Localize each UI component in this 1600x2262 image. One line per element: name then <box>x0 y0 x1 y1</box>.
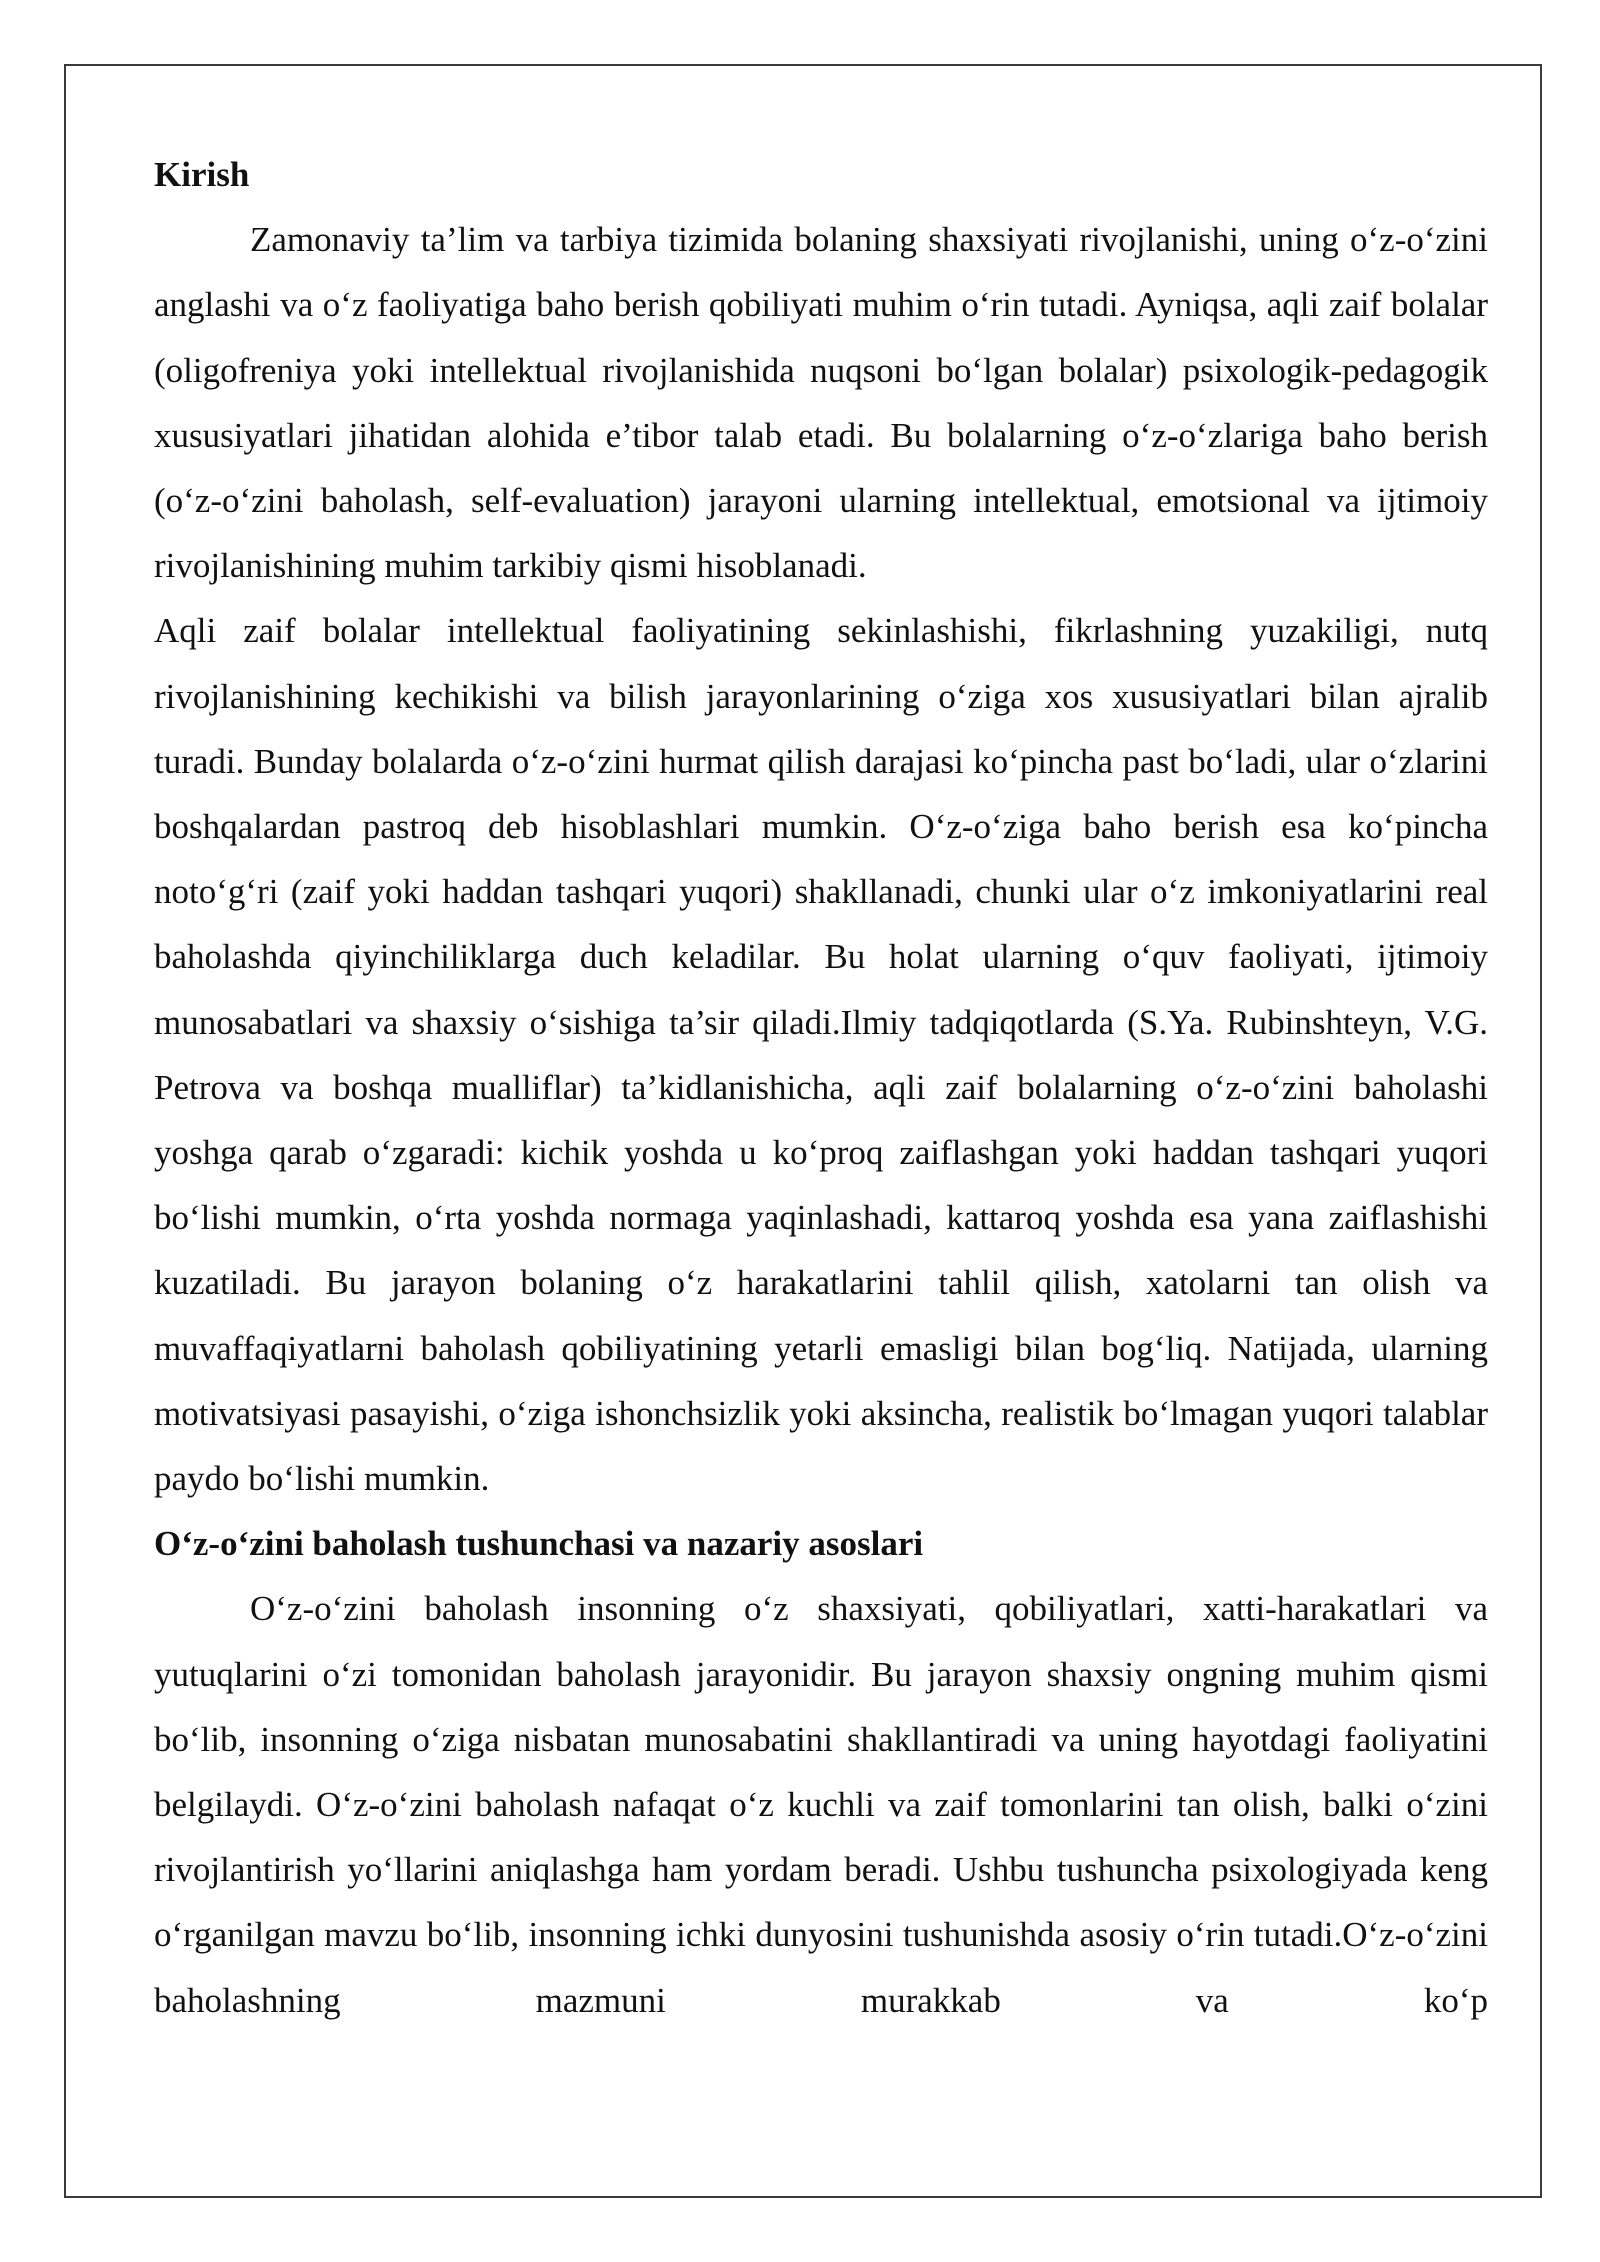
section-heading-kirish: Kirish <box>154 155 250 194</box>
section-heading-theory: O‘z-o‘zini baholash tushunchasi va nazariy asoslari <box>154 1524 924 1564</box>
paragraph-self-evaluation: O‘z-o‘zini baholash insonning o‘z shaxsiyati, qobiliyatlari, xatti-harakatlari va yutuqlarini o‘zi tomonidan baholash jarayonidir. Bu jarayon shaxsiy ongning muhim qismi bo‘lib, insonning o‘ziga nisbatan munosabatini shakllantiradi va uning hayotdagi faoliyatini belgilaydi. O‘z-o‘zini baholash nafaqat o‘z kuchli va zaif tomonlarini tan olish, balki o‘zini rivojlantirish yo‘llarini aniqlashga ham yordam beradi. Ushbu tushuncha psixologiyada keng o‘rganilgan mavzu bo‘lib, insonning ichki dunyosini tushunishda asosiy o‘rin tutadi.O‘z-o‘zini baholashning mazmuni murakkab va ko‘p <box>154 1589 1488 2020</box>
paragraph-characteristics: Aqli zaif bolalar intellektual faoliyatining sekinlashishi, fikrlashning yuzakiligi, nutq rivojlanishining kechikishi va bilish jarayonlarining o‘ziga xos xususiyatlari bilan ajralib turadi. Bunday bolalarda o‘z-o‘zini hurmat qilish darajasi ko‘pincha past bo‘ladi, ular o‘zlarini boshqalardan pastroq deb hisoblashlari mumkin. O‘z-o‘ziga baho berish esa ko‘pincha noto‘g‘ri (zaif yoki haddan tashqari yuqori) shakllanadi, chunki ular o‘z imkoniyatlarini real baholashda qiyinchiliklarga duch keladilar. Bu holat ularning o‘quv faoliyati, ijtimoiy munosabatlari va shaxsiy o‘sishiga ta’sir qiladi.Ilmiy tadqiqotlarda (S.Ya. Rubinshteyn, V.G. Petrova va boshqa mualliflar) ta’kidlanishicha, aqli zaif bolalarning o‘z-o‘zini baholashi yoshga qarab o‘zgaradi: kichik yoshda u ko‘proq zaiflashgan yoki haddan tashqari yuqori bo‘lishi mumkin, o‘rta yoshda normaga yaqinlashadi, kattaroq yoshda esa yana zaiflashishi kuzatiladi. Bu jarayon bolaning o‘z harakatlarini tahlil qilish, xatolarni tan olish va muvaffaqiyatlarni baholash qobiliyatining yetarli emasligi bilan bog‘liq. Natijada, ularning motivatsiyasi pasayishi, o‘ziga ishonchsizlik yoki aksincha, realistik bo‘lmagan yuqori talablar paydo bo‘lishi mumkin. <box>154 611 1488 1499</box>
paragraph-intro: Zamonaviy ta’lim va tarbiya tizimida bolaning shaxsiyati rivojlanishi, uning o‘z-o‘zini anglashi va o‘z faoliyatiga baho berish qobiliyati muhim o‘rin tutadi. Ayniqsa, aqli zaif bolalar (oligofreniya yoki intellektual rivojlanishida nuqsoni bo‘lgan bolalar) psixologik-pedagogik xususiyatlari jihatidan alohida e’tibor talab etadi. Bu bolalarning o‘z-o‘zlariga baho berish (o‘z-o‘zini baholash, self-evaluation) jarayoni ularning intellektual, emotsional va ijtimoiy rivojlanishining muhim tarkibiy qismi hisoblanadi. <box>154 220 1488 586</box>
document-body <box>154 142 1488 2033</box>
